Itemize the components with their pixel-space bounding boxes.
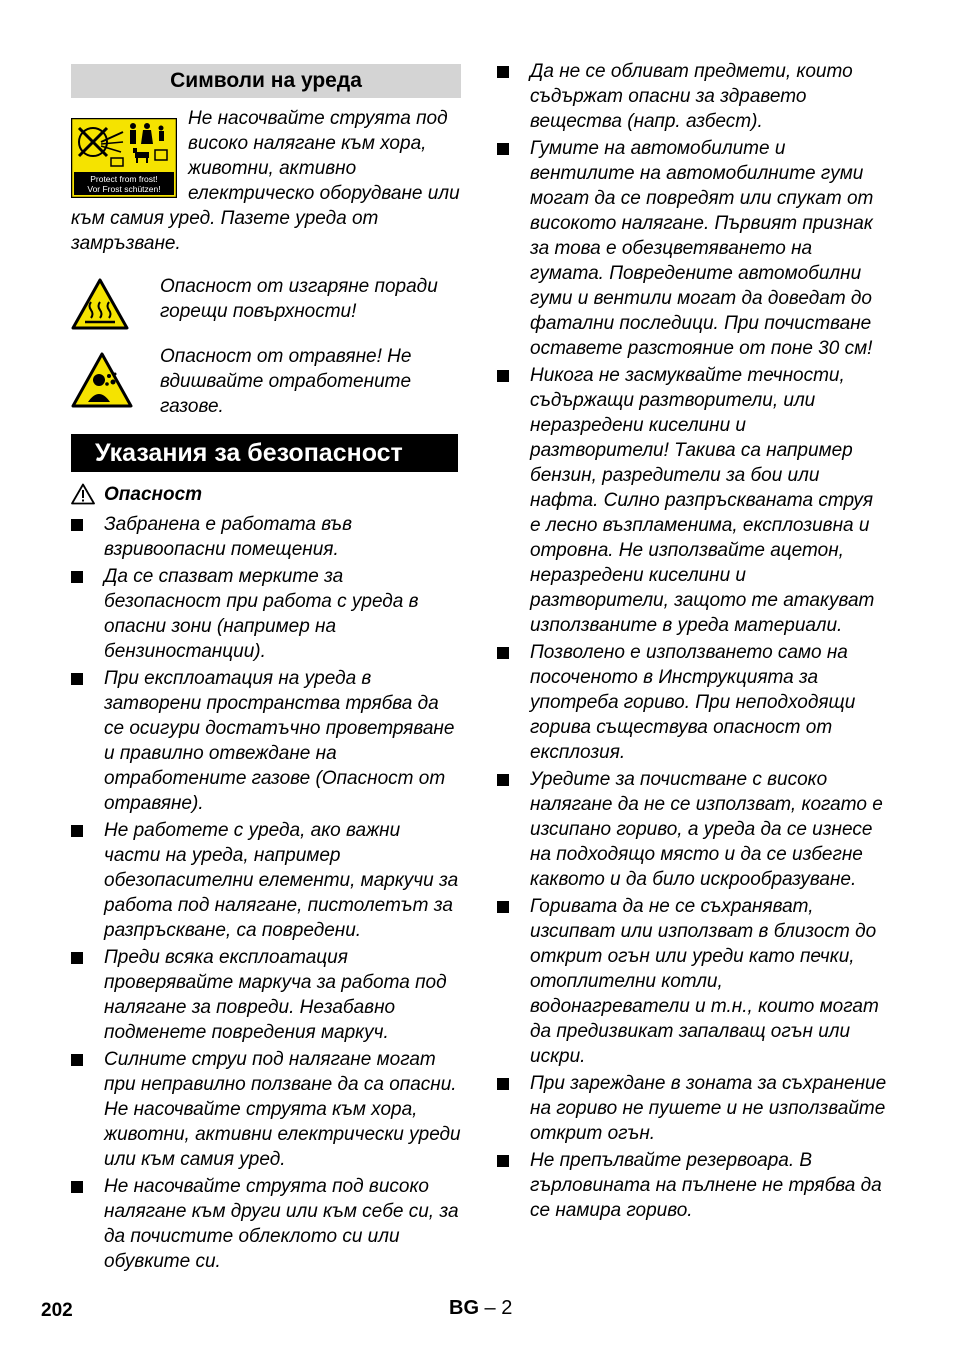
bullet-square-icon	[497, 370, 509, 382]
frost-label-line2: Vor Frost schützen!	[87, 184, 161, 194]
list-item: Уредите за почистване с високо налягане да не се използват, когато е изсипано гориво, а уреда да се изнесе на подходящо място и да се избегне каквото и да било искрообразуване.	[497, 767, 887, 892]
list-item: Гумите на автомобилите и вентилите на автомобилните гуми могат да се повредят или спукат от високото налягане. Първият признак за това е обезцветяването на гумата. Повредените автомобилни гуми и вентили могат да доведат до фатални последици. При почистване оставете разстояние от поне 30 см!	[497, 136, 887, 361]
symbols-heading: Символи на уреда	[71, 64, 461, 98]
list-item: Позволено е използването само на посоченото в Инструкцията за употреба гориво. При неподходящи горива съществува опасност от експлозия.	[497, 640, 887, 765]
list-item: Да не се обливат предмети, които съдържат опасни за здравето вещества (напр. азбест).	[497, 59, 887, 134]
bullet-square-icon	[71, 1054, 83, 1066]
bullet-square-icon	[497, 1078, 509, 1090]
language-code: BG	[449, 1297, 479, 1319]
toxic-gas-warning-icon	[71, 352, 133, 408]
list-item: Да се спазват мерките за безопасност при работа с уреда в опасни зони (например на бензиностанции).	[71, 564, 461, 664]
list-item: Горивата да не се съхраняват, изсипват или използват в близост до открит огън или уреди като печки, отоплителни котли, водонагреватели и т.н., които могат да предизвикат запалващ огън или искри.	[497, 894, 887, 1069]
symbol-hot-surface	[71, 274, 461, 342]
safety-list-right	[497, 59, 887, 1223]
bullet-square-icon	[497, 901, 509, 913]
danger-label: Опасност	[104, 484, 203, 505]
language-page-index: – 2	[479, 1297, 513, 1319]
bullet-square-icon	[71, 1181, 83, 1193]
symbol-poisoning	[71, 344, 461, 424]
no-spray-frost-icon	[71, 118, 177, 198]
list-item: Не насочвайте струята под високо налягане към други или към себе си, за да почистите облеклото си или обувките си.	[71, 1174, 461, 1274]
page-number: 202	[41, 1300, 73, 1321]
list-item: Не работете с уреда, ако важни части на уреда, например обезопасителни елементи, маркучи за работа под налягане, пистолетът за разпръскване, са повредени.	[71, 818, 461, 943]
frost-label-line1: Protect from frost!	[90, 174, 158, 184]
symbol2-text: Опасност от изгаряне поради горещи повърхности!	[160, 276, 438, 322]
left-column	[71, 58, 461, 1276]
list-item: При зареждане в зоната за съхранение на гориво не пушете и не използвайте открит огън.	[497, 1071, 887, 1146]
symbol1-text: Не насочвайте струята под високо налягане към хора, животни, активно електрическо оборудване или	[188, 108, 460, 204]
right-column	[497, 58, 887, 1225]
bullet-square-icon	[497, 143, 509, 155]
bullet-square-icon	[497, 1155, 509, 1167]
bullet-square-icon	[497, 647, 509, 659]
list-item: Силните струи под налягане могат при неправилно ползване да са опасни. Не насочвайте струята към хора, животни, активни електрически уреди или към самия уред.	[71, 1047, 461, 1172]
safety-list-left	[71, 512, 461, 1274]
symbol1-text-cont: към самия уред. Пазете уреда от замръзване.	[71, 208, 379, 254]
language-page-marker	[449, 1297, 512, 1320]
bullet-square-icon	[71, 825, 83, 837]
bullet-square-icon	[71, 673, 83, 685]
safety-heading: Указания за безопасност	[71, 434, 458, 472]
symbol3-text: Опасност от отравяне! Не вдишвайте отработените газове.	[160, 346, 412, 417]
list-item: Никога не засмуквайте течности, съдържащи разтворители, или неразредени киселини и разтворители! Такива са например бензин, разредители за бои или нафта. Силно разпръскваната струя е лесно възпламенима, експлозивна и отровна. Не използвайте ацетон, неразредени киселини и разтворители, защото те атакуват използваните в уреда материали.	[497, 363, 887, 638]
symbol-high-pressure	[71, 106, 461, 254]
bullet-square-icon	[71, 571, 83, 583]
list-item: Преди всяка експлоатация проверявайте маркуча за работа под налягане за повреди. Незабавно подменете повредения маркуч.	[71, 945, 461, 1045]
warning-triangle-icon	[71, 483, 95, 505]
list-item: Не препълвайте резервоара. В гърловината на пълнене не трябва да се намира гориво.	[497, 1148, 887, 1223]
bullet-square-icon	[497, 66, 509, 78]
bullet-square-icon	[497, 774, 509, 786]
bullet-square-icon	[71, 519, 83, 531]
bullet-square-icon	[71, 952, 83, 964]
list-item: Забранена е работата във взривоопасни помещения.	[71, 512, 461, 562]
list-item: При експлоатация на уреда в затворени пространства трябва да се осигури достатъчно проветряване и правилно отвеждане на отработените газове (Опасност от отравяне).	[71, 666, 461, 816]
danger-label-row	[71, 483, 461, 509]
hot-surface-warning-icon	[71, 278, 129, 330]
